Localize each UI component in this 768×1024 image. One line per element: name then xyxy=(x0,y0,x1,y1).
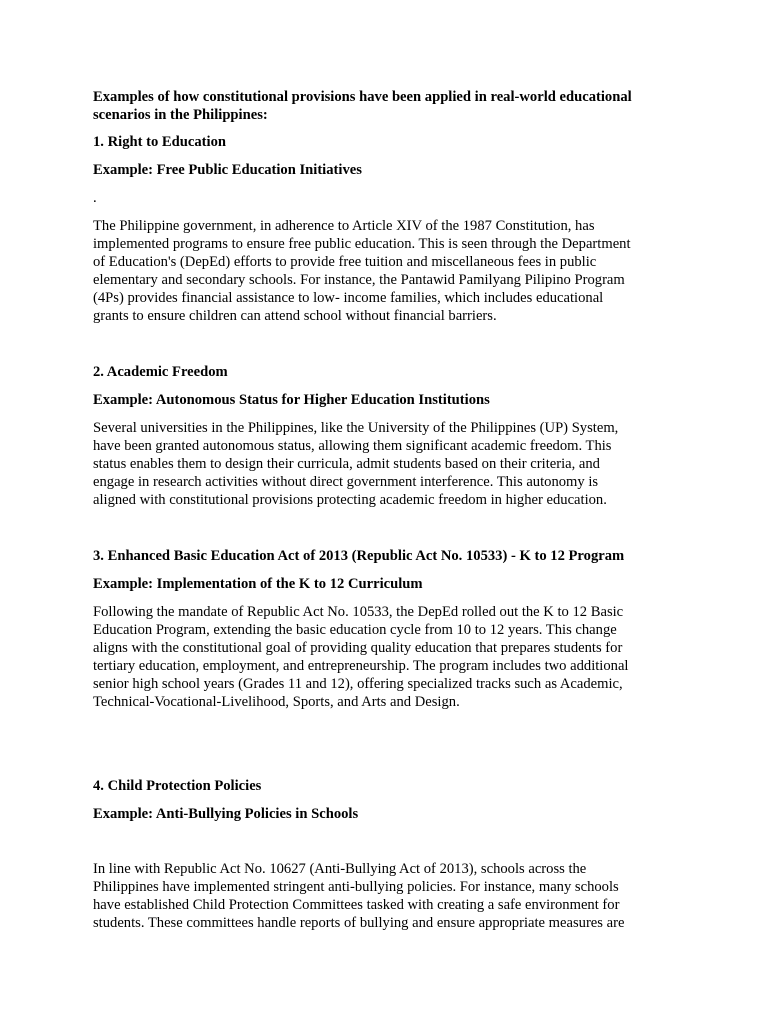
paragraph-line: engage in research activities without direct government interference. This autonomy is xyxy=(93,474,599,490)
section-heading: 2. Academic Freedom xyxy=(93,364,228,380)
paragraph-line: Education Program, extending the basic education cycle from 10 to 12 years. This change xyxy=(93,622,617,638)
paragraph-line: elementary and secondary schools. For instance, the Pantawid Pamilyang Pilipino Program xyxy=(93,272,625,288)
paragraph-line: aligns with the constitutional goal of providing quality education that prepares students for xyxy=(93,640,623,656)
paragraph-line: Several universities in the Philippines, like the University of the Philippines (UP) System, xyxy=(93,420,619,436)
paragraph-line: implemented programs to ensure free public education. This is seen through the Department xyxy=(93,236,631,252)
paragraph-line: students. These committees handle reports of bullying and ensure appropriate measures are xyxy=(93,915,625,931)
paragraph-line: The Philippine government, in adherence to Article XIV of the 1987 Constitution, has xyxy=(93,218,595,234)
paragraph-line: Following the mandate of Republic Act No. 10533, the DepEd rolled out the K to 12 Basic xyxy=(93,604,624,620)
paragraph-line: (4Ps) provides financial assistance to low- income families, which includes educational xyxy=(93,290,604,306)
intro-line: Examples of how constitutional provisions have been applied in real-world educational xyxy=(93,89,632,105)
paragraph-line: grants to ensure children can attend school without financial barriers. xyxy=(93,308,497,324)
paragraph-line: aligned with constitutional provisions protecting academic freedom in higher education. xyxy=(93,492,607,508)
paragraph-line: have been granted autonomous status, allowing them significant academic freedom. This xyxy=(93,438,612,454)
intro-line: scenarios in the Philippines: xyxy=(93,107,268,123)
section-marker: . xyxy=(93,190,97,206)
section-example-title: Example: Anti-Bullying Policies in Schools xyxy=(93,806,359,822)
paragraph-line: have established Child Protection Committees tasked with creating a safe environment for xyxy=(93,897,620,913)
paragraph-line: Technical-Vocational-Livelihood, Sports, and Arts and Design. xyxy=(93,694,460,710)
section-heading: 3. Enhanced Basic Education Act of 2013 (Republic Act No. 10533) - K to 12 Program xyxy=(93,548,625,564)
paragraph-line: Philippines have implemented stringent anti-bullying policies. For instance, many schools xyxy=(93,879,619,895)
section-heading: 4. Child Protection Policies xyxy=(93,778,262,794)
section-example-title: Example: Autonomous Status for Higher Education Institutions xyxy=(93,392,490,408)
paragraph-line: In line with Republic Act No. 10627 (Anti-Bullying Act of 2013), schools across the xyxy=(93,861,587,877)
paragraph-line: of Education's (DepEd) efforts to provide free tuition and miscellaneous fees in public xyxy=(93,254,597,270)
paragraph-line: senior high school years (Grades 11 and 12), offering specialized tracks such as Academic, xyxy=(93,676,623,692)
paragraph-line: status enables them to design their curricula, admit students based on their criteria, and xyxy=(93,456,600,472)
section-example-title: Example: Free Public Education Initiatives xyxy=(93,162,362,178)
paragraph-line: tertiary education, employment, and entrepreneurship. The program includes two additional xyxy=(93,658,629,674)
section-heading: 1. Right to Education xyxy=(93,134,226,150)
section-example-title: Example: Implementation of the K to 12 Curriculum xyxy=(93,576,423,592)
